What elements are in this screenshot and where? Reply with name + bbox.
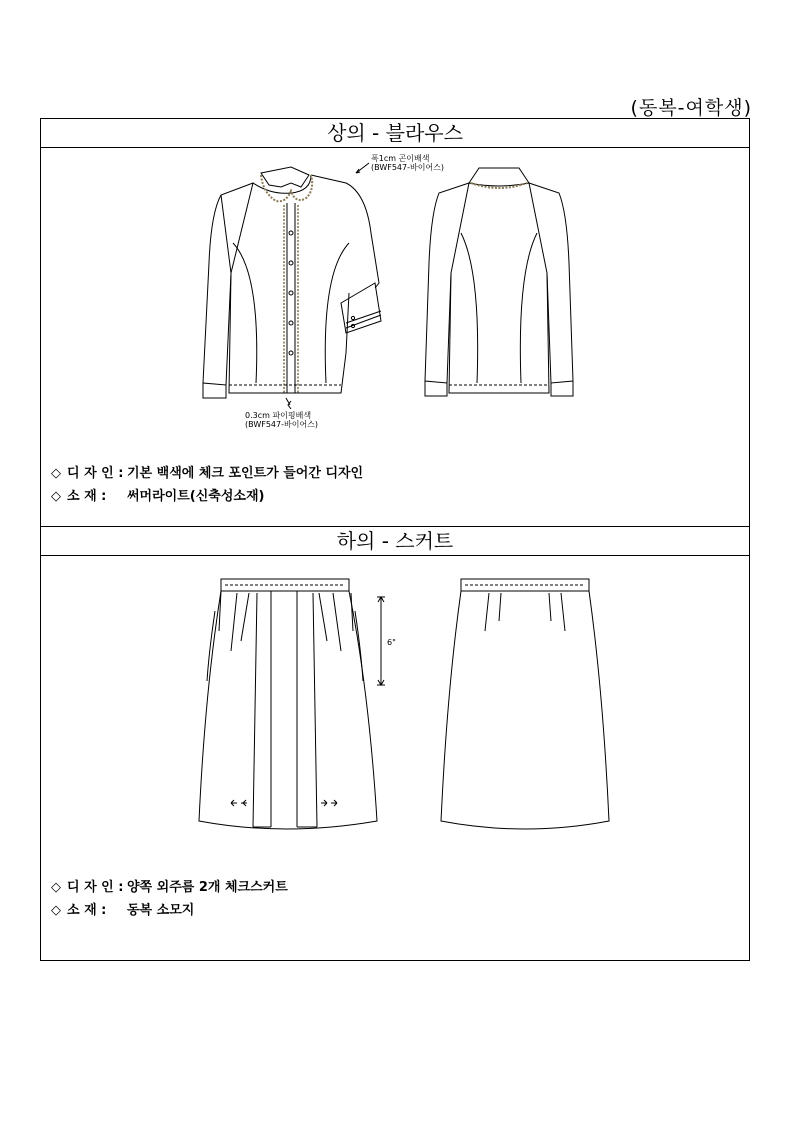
skirt-back-drawing (441, 579, 609, 829)
blouse-note-top-2: (BWF547-바이어스) (371, 163, 445, 172)
blouse-note-bottom-2: (BWF547-바이어스) (245, 420, 319, 429)
divider (41, 147, 749, 148)
skirt-title: 하의 - 스커트 (336, 529, 454, 553)
blouse-title: 상의 - 블라우스 (327, 121, 463, 145)
blouse-note-bottom-1: 0.3cm 파이핑배색 (245, 411, 312, 420)
skirt-spec-material: ◇ 소 재 : 동복 소모지 (51, 903, 195, 918)
diamond-icon: ◇ (51, 880, 61, 895)
divider (41, 555, 749, 556)
blouse-spec-design: ◇ 디 자 인 : 기본 백색에 체크 포인트가 들어간 디자인 (51, 466, 364, 481)
diamond-icon: ◇ (51, 489, 61, 504)
spec-sheet (40, 118, 750, 961)
diamond-icon: ◇ (51, 903, 61, 918)
blouse-note-top-1: 폭1cm 곤이배색 (371, 154, 430, 163)
skirt-illustration (191, 571, 621, 841)
blouse-front-drawing (203, 163, 381, 409)
blouse-spec-material: ◇ 소 재 : 써머라이트(신축성소재) (51, 489, 265, 504)
skirt-front-drawing (199, 579, 385, 829)
corner-label: (동복-여학생) (630, 97, 752, 119)
blouse-back-drawing (425, 168, 573, 396)
blouse-illustration (191, 153, 581, 443)
skirt-spec-design: ◇ 디 자 인 : 양쪽 외주름 2개 체크스커트 (51, 880, 288, 895)
skirt-measure-label: 6" (387, 638, 396, 647)
diamond-icon: ◇ (51, 466, 61, 481)
